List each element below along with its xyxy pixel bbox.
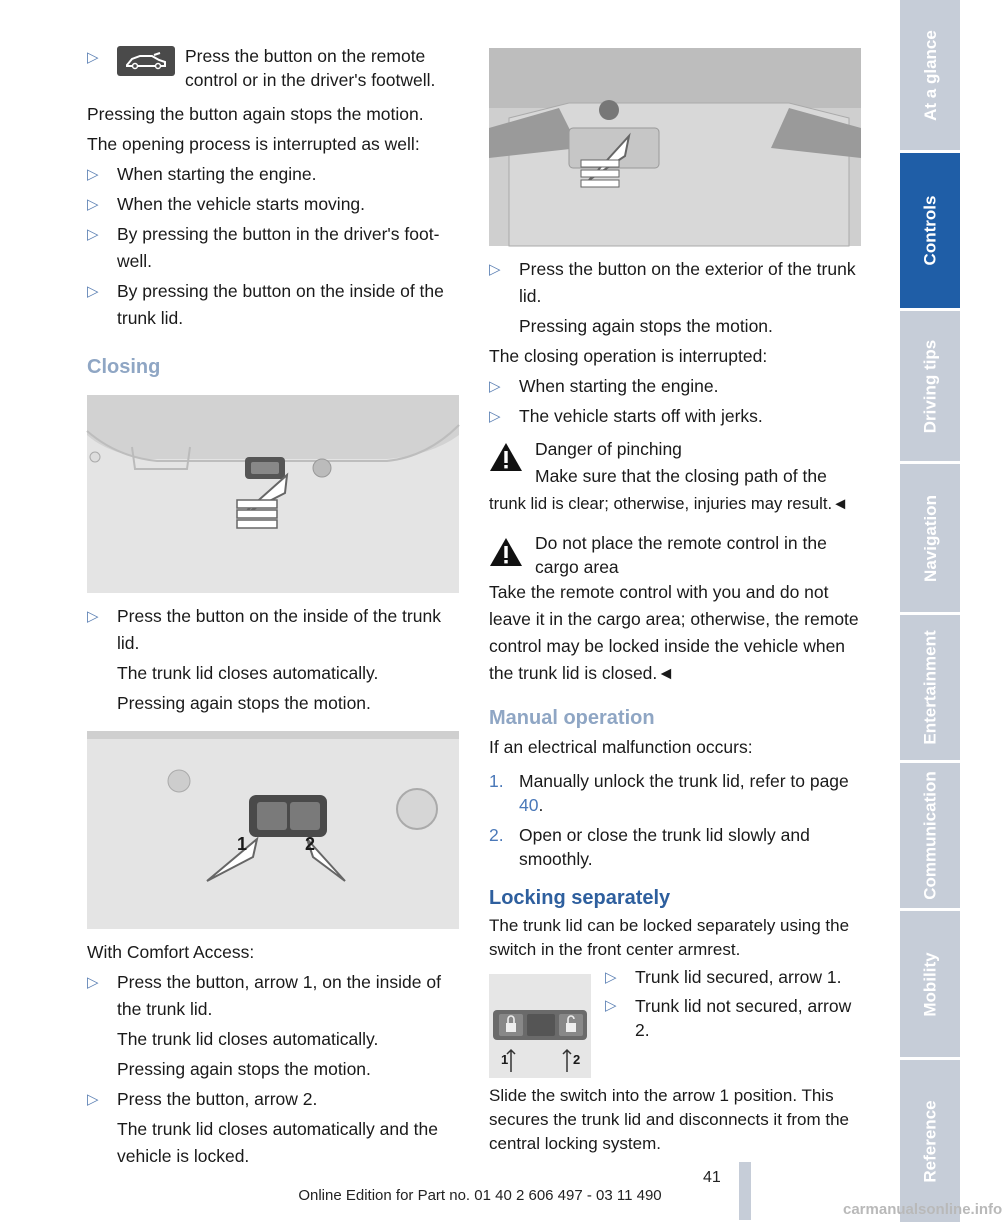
paragraph: Slide the switch into the arrow 1 position. This secures the trunk lid and disconnects it from the central locking system. [489,1086,850,1153]
warning-pinching [489,436,861,517]
bullet-triangle-icon: ▷ [489,408,501,425]
step-text: Manually unlock the trunk lid, refer to page [519,771,849,791]
sidebar-tab-navigation[interactable] [900,464,960,612]
step-text-end: . [538,795,544,815]
trunk-button-icon [117,46,175,76]
list-item-text: Trunk lid not secured, arrow 2. [635,996,852,1040]
top-bullet-text: Press the button on the remote control or in the driver's footwell. [185,46,436,90]
bullet-triangle-icon: ▷ [87,166,99,183]
list-item-text: Press the button, arrow 2. [117,1089,318,1109]
list-item-text: Trunk lid secured, arrow 1. [635,967,842,987]
list-item [87,278,459,332]
sidebar-tab-label: At a glance [920,29,940,121]
list-item [87,969,459,1023]
arrow-label-1: 1 [237,834,248,854]
list-item-text: By pressing the button on the inside of the trunk lid. [117,281,444,328]
bullet-triangle-icon: ▷ [87,283,99,300]
sidebar-tab-communication[interactable] [900,763,960,908]
lock-switch-block [489,967,861,1084]
manual-operation-heading: Manual operation [489,707,655,729]
step-number: 1. [489,771,504,791]
step-text: Open or close the trunk lid slowly and smoothly. [519,825,810,869]
list-item-text: Press the button on the inside of the trunk lid. [117,606,441,653]
list-item-text: When starting the engine. [519,376,719,396]
bullet-triangle-icon: ▷ [605,997,617,1014]
list-item [489,403,861,430]
bullet-triangle-icon: ▷ [605,969,617,986]
bullet-triangle-icon: ▷ [87,196,99,213]
list-item-text: The vehicle starts off with jerks. [519,406,763,426]
paragraph: The trunk lid can be locked separately using the switch in the front center armrest. [489,916,850,959]
list-item [605,964,861,991]
comfort-access-buttons-image [87,731,459,929]
switch-arrow-label-2: 2 [573,1052,581,1067]
list-item-text: When the vehicle starts moving. [117,194,366,214]
right-column [489,44,861,1159]
locking-separately-heading: Locking separately [489,887,671,909]
watermark: carmanualsonline.info [843,1201,1002,1218]
warning-triangle-icon [489,442,523,472]
bullet-triangle-icon: ▷ [489,261,501,278]
list-item-text: When starting the engine. [117,164,317,184]
paragraph: If an electrical malfunction occurs: [489,737,753,757]
list-item-text: Press the button, arrow 1, on the inside of the trunk lid. [117,972,441,1019]
bullet-triangle-icon: ▷ [87,226,99,243]
bullet-triangle-icon: ▷ [87,608,99,625]
warning-triangle-icon [489,537,523,567]
left-column [87,44,459,1173]
page-link[interactable]: 40 [519,795,539,815]
warning-title: Do not place the remote control in the cargo area [535,533,827,577]
sidebar-tab-label: Controls [920,195,940,266]
warning-text: Make sure that the closing path of the [535,466,827,486]
trunk-lid-inside-image [87,395,459,593]
sidebar-tab-label: Communication [920,771,940,900]
sidebar-tab-controls[interactable] [900,153,960,308]
sidebar-tab-label: Navigation [920,494,940,582]
sub-paragraph: Pressing again stops the motion. [117,1059,371,1079]
warning-text: trunk lid is clear; otherwise, injuries may result.◄ [489,494,849,513]
list-item-text: Press the button on the exterior of the trunk lid. [519,259,856,306]
warning-title: Danger of pinching [535,439,682,459]
sub-paragraph: The trunk lid closes automatically. [117,663,379,683]
bullet-triangle-icon: ▷ [87,49,99,66]
list-item [605,994,861,1042]
sub-paragraph: Pressing again stops the motion. [117,693,371,713]
sidebar-tab-label: Mobility [920,951,940,1017]
bullet-triangle-icon: ▷ [87,1091,99,1108]
list-item-text: By pressing the button in the driver's footwell. [117,224,440,271]
edition-footer: Online Edition for Part no. 01 40 2 606 497 - 03 11 490 [298,1187,662,1204]
paragraph: The opening process is interrupted as well: [87,134,420,154]
paragraph: The closing operation is interrupted: [489,346,768,366]
sidebar-tab-label: Driving tips [920,339,940,433]
step-number: 2. [489,825,504,845]
chapter-sidebar [900,0,960,1222]
list-item [87,221,459,275]
list-item [489,256,861,310]
list-item [489,373,861,400]
paragraph: With Comfort Access: [87,942,255,962]
sub-paragraph: Pressing again stops the motion. [519,316,773,336]
list-item [87,1086,459,1113]
top-bullet [87,44,459,98]
sidebar-tab-label: Reference [920,1099,940,1183]
list-item [87,161,459,188]
sidebar-tab-entertainment[interactable] [900,615,960,760]
list-item [87,603,459,657]
sidebar-tab-mobility[interactable] [900,911,960,1057]
warning-text: Take the remote control with you and do not leave it in the cargo area; otherwise, the remote control may be locked inside the vehicle when the trunk lid is closed.◄ [489,582,859,683]
trunk-lock-switch-image [489,974,591,1078]
page-number: 41 [703,1169,721,1186]
list-item [87,191,459,218]
arrow-label-2: 2 [305,834,316,854]
bullet-triangle-icon: ▷ [489,378,501,395]
numbered-step [489,769,861,817]
trunk-exterior-image [489,48,861,246]
warning-remote [489,531,861,687]
sub-paragraph: The trunk lid closes automatically and the vehicle is locked. [117,1119,438,1166]
numbered-step [489,823,861,871]
bullet-triangle-icon: ▷ [87,974,99,991]
sub-paragraph: The trunk lid closes automatically. [117,1029,379,1049]
sidebar-tab-at-a-glance[interactable] [900,0,960,150]
switch-arrow-label-1: 1 [501,1052,509,1067]
sidebar-tab-label: Entertainment [920,630,940,745]
closing-heading: Closing [87,356,161,378]
sidebar-tab-driving-tips[interactable] [900,311,960,461]
paragraph: Pressing the button again stops the motion. [87,104,424,124]
